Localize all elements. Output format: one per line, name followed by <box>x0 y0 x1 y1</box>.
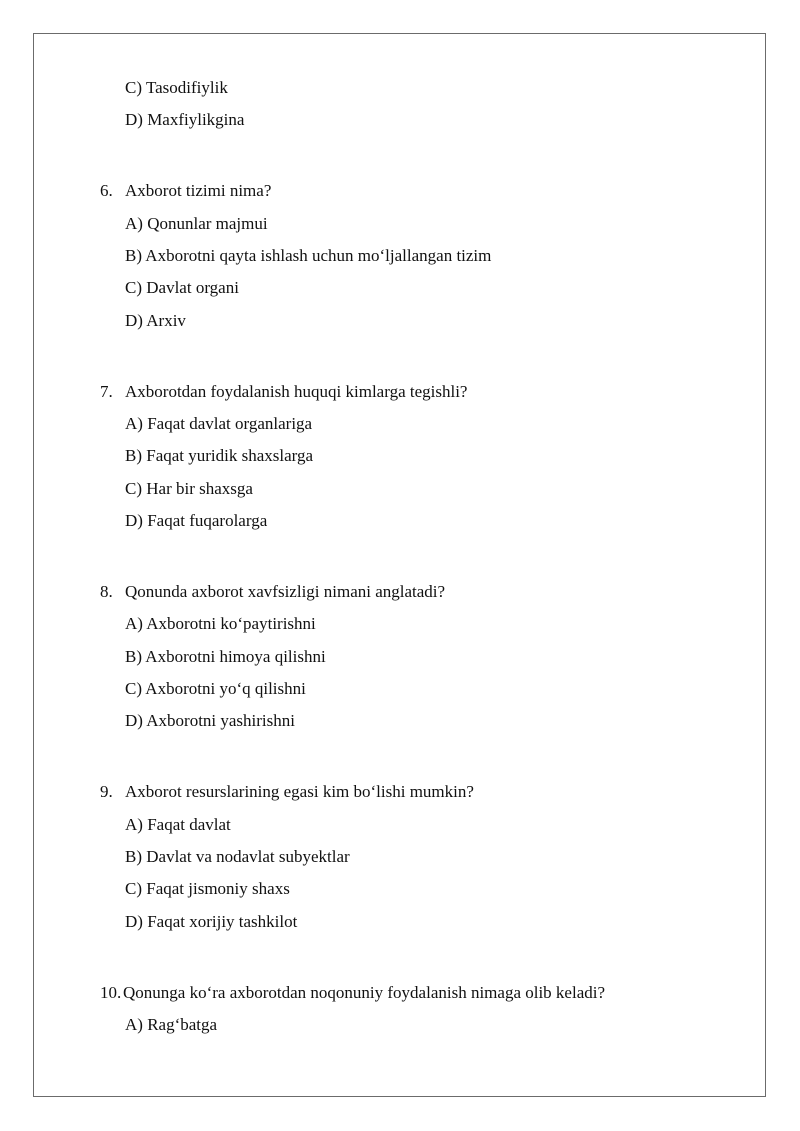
question-6-text: Axborot tizimi nima? <box>125 181 272 200</box>
question-9-option-d: D) Faqat xorijiy tashkilot <box>125 912 298 931</box>
question-6-number: 6. <box>100 181 113 200</box>
option-c-prev: C) Tasodifiylik <box>125 78 228 97</box>
question-8-option-c: C) Axborotni yo‘q qilishni <box>125 679 306 698</box>
question-6-option-b: B) Axborotni qayta ishlash uchun mo‘ljallangan tizim <box>125 246 492 265</box>
question-7-number: 7. <box>100 382 113 401</box>
question-9-option-b: B) Davlat va nodavlat subyektlar <box>125 847 350 866</box>
question-8-number: 8. <box>100 582 113 601</box>
question-7-option-c: C) Har bir shaxsga <box>125 479 253 498</box>
question-7-option-d: D) Faqat fuqarolarga <box>125 511 268 530</box>
question-8-option-a: A) Axborotni ko‘paytirishni <box>125 614 316 633</box>
question-10-text: Qonunga ko‘ra axborotdan noqonuniy foydalanish nimaga olib keladi? <box>123 983 606 1002</box>
question-6-option-c: C) Davlat organi <box>125 278 239 297</box>
question-9-number: 9. <box>100 782 113 801</box>
question-10-option-a: A) Rag‘batga <box>125 1015 218 1034</box>
option-d-prev: D) Maxfiylikgina <box>125 110 245 129</box>
question-8-option-b: B) Axborotni himoya qilishni <box>125 647 326 666</box>
question-8-text: Qonunda axborot xavfsizligi nimani anglatadi? <box>125 582 446 601</box>
question-10-number: 10. <box>100 983 122 1002</box>
question-7-option-a: A) Faqat davlat organlariga <box>125 414 313 433</box>
question-7-text: Axborotdan foydalanish huquqi kimlarga tegishli? <box>125 382 468 401</box>
question-9-text: Axborot resurslarining egasi kim bo‘lishi mumkin? <box>125 782 474 801</box>
question-8-option-d: D) Axborotni yashirishni <box>125 711 295 730</box>
question-6-option-d: D) Arxiv <box>125 311 186 330</box>
question-9-option-a: A) Faqat davlat <box>125 815 231 834</box>
question-6-option-a: A) Qonunlar majmui <box>125 214 268 233</box>
question-9-option-c: C) Faqat jismoniy shaxs <box>125 879 290 898</box>
question-7-option-b: B) Faqat yuridik shaxslarga <box>125 446 314 465</box>
